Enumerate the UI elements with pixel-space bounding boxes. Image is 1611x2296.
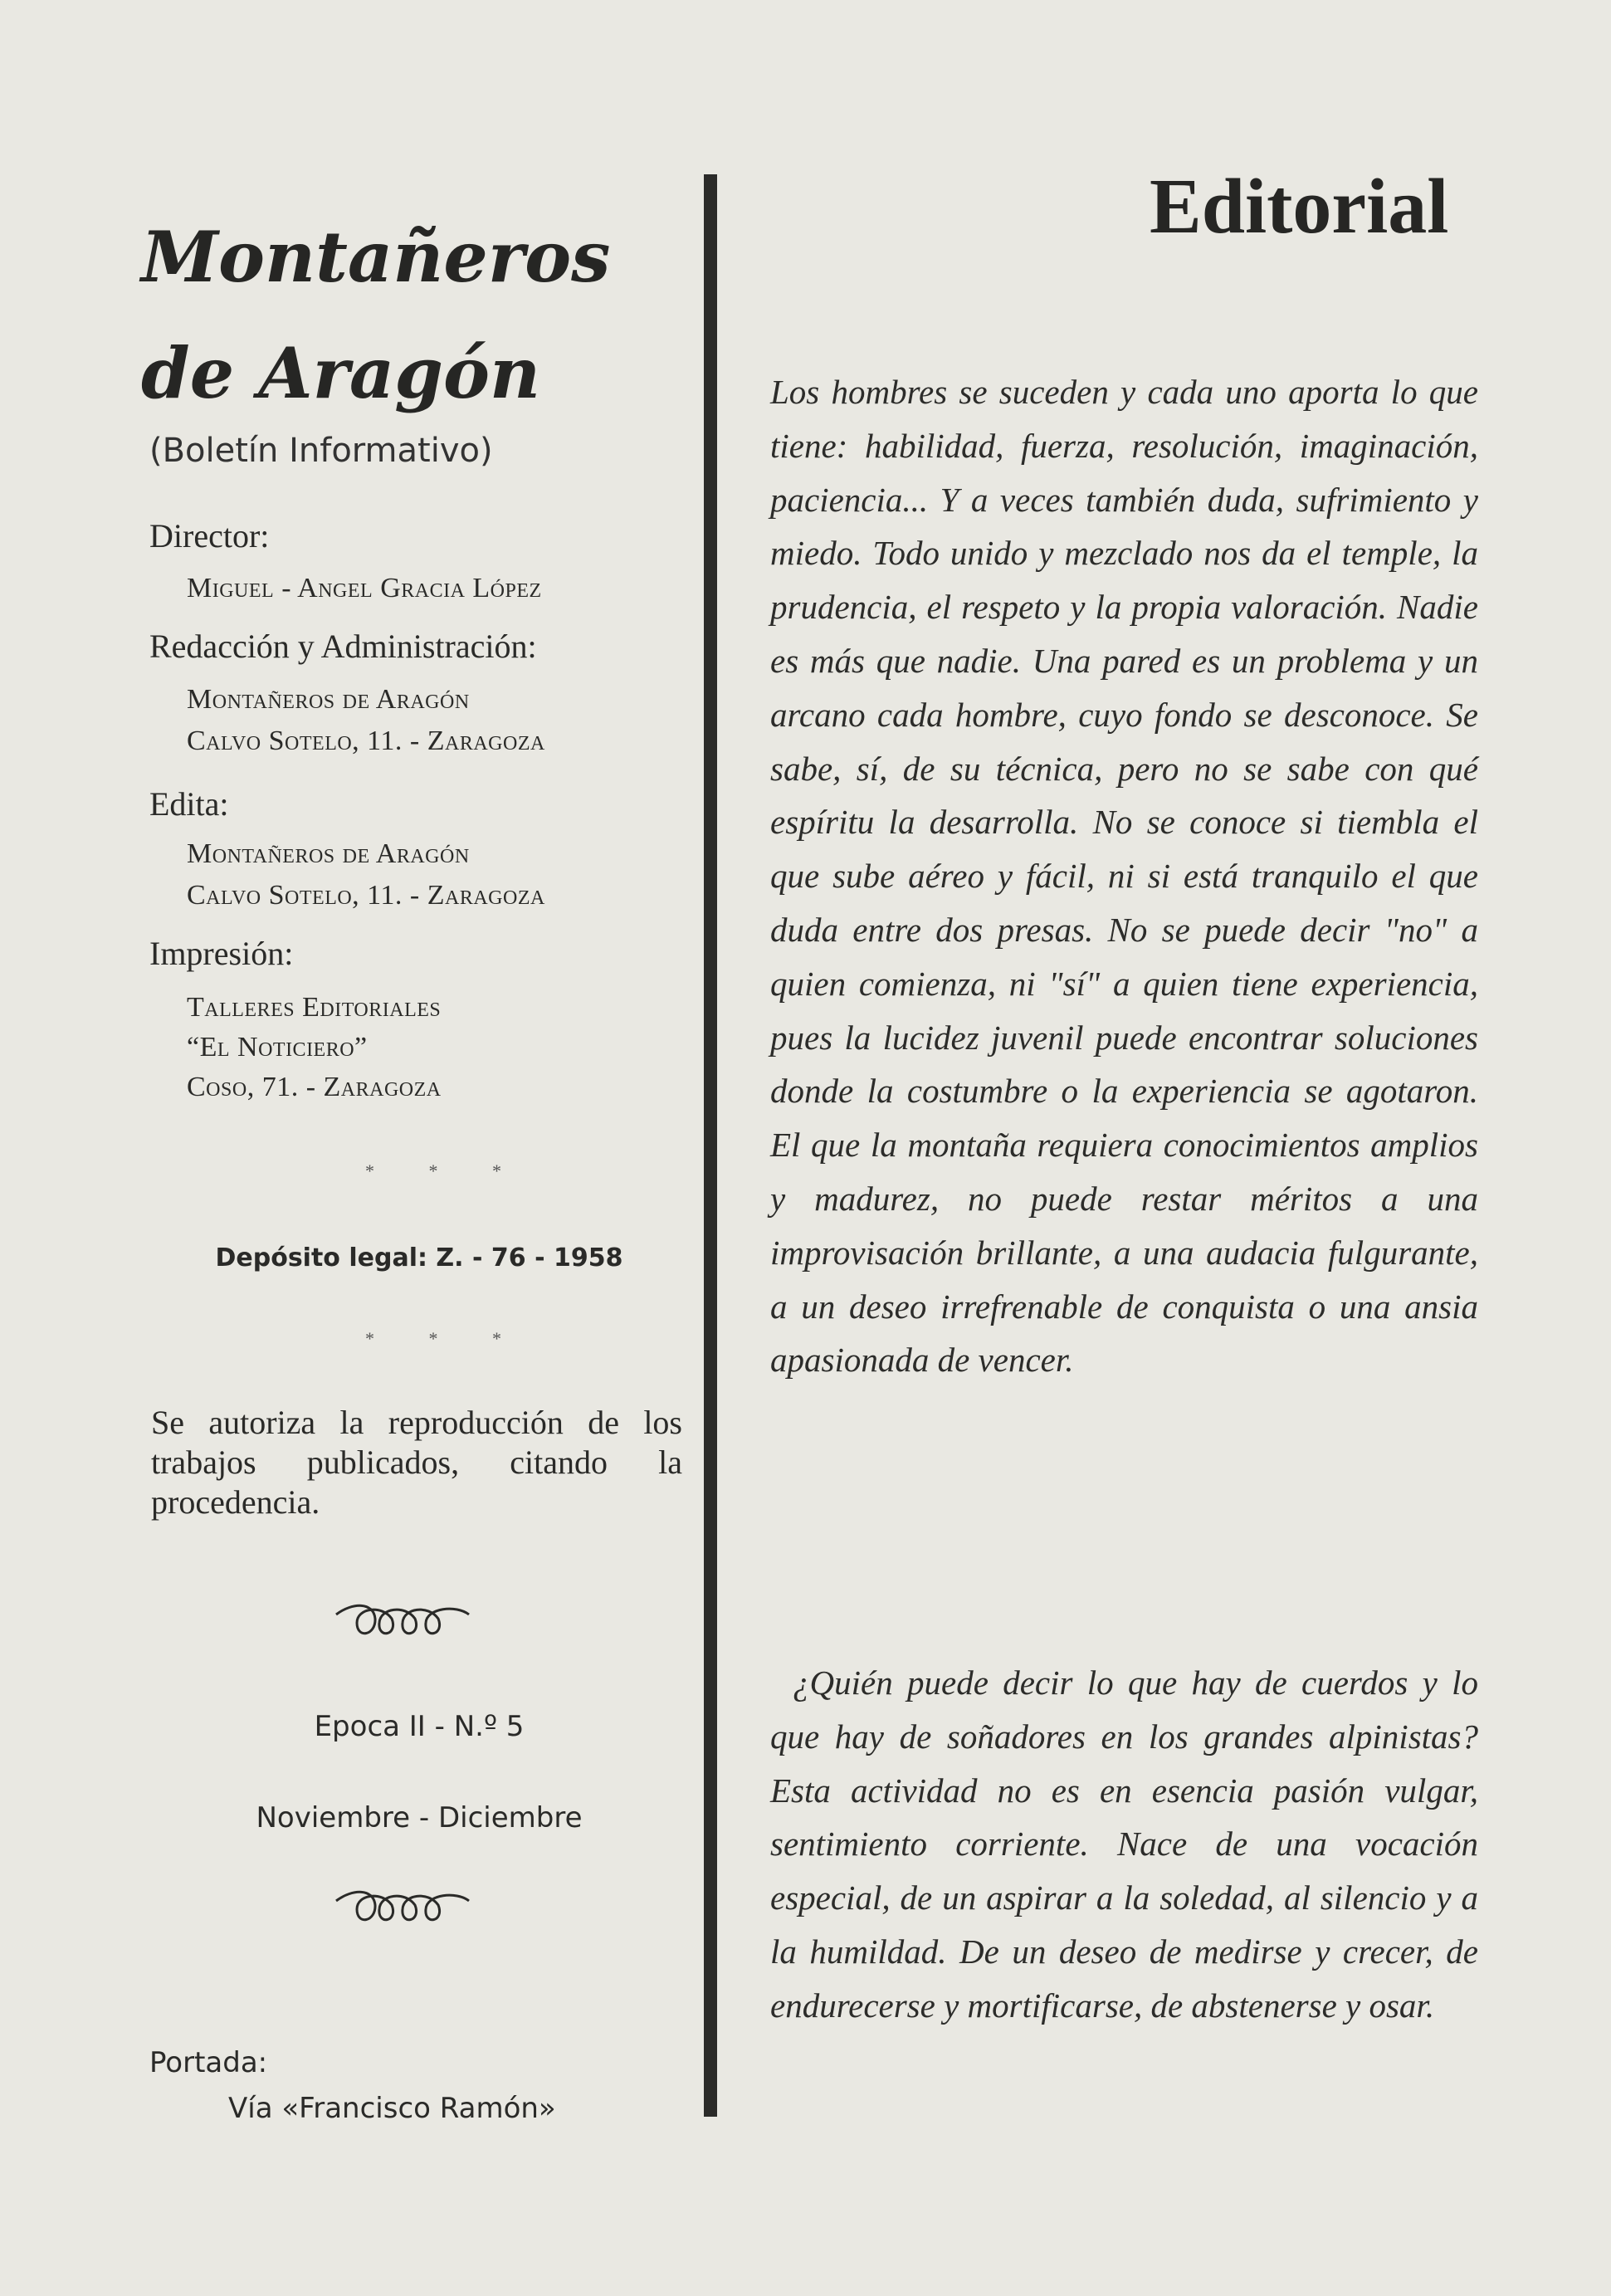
redaccion-label: Redacción y Administración: xyxy=(149,628,537,665)
edita-value-2: Calvo Sotelo, 11. - Zaragoza xyxy=(187,880,545,911)
column-divider xyxy=(704,174,717,2117)
issue-date: Noviembre - Diciembre xyxy=(256,1801,583,1834)
editorial-paragraph-1: Los hombres se suceden y cada uno aporta lo que tiene: habilidad, fuerza, resolución, imaginación, paciencia... Y a veces también duda, sufrimiento y miedo. Todo unido y mezclado nos da el temple, la prudencia, el respeto y la propia valoración. Nadie es más que nadie. Una pared es un problema y un arcano cada hombre, cuyo fondo se desconoce. Se sabe, sí, de su técnica, pero no se sabe con qué espíritu la desarrolla. No se conoce si tiembla el que sube aéreo y fácil, ni si está tranquilo el que duda entre dos presas. No se puede decir "no" a quien comienza, ni "sí" a quien tiene experiencia, pues la lucidez juvenil puede encontrar soluciones donde la costumbre o la experiencia se agotaron. El que la montaña requiera conocimientos amplios y madurez, no puede restar méritos a una improvisación brillante, a una audacia fulgurante, a un deseo irrefrenable de conquista o una ansia apasionada de vencer. xyxy=(770,373,1478,1380)
director-label: Director: xyxy=(149,517,270,554)
issue-epoca: Epoca II - N.º 5 xyxy=(314,1710,525,1743)
editorial-paragraph-2: ¿Quién puede decir lo que hay de cuerdos y lo que hay de soñadores en los grandes alpinistas? Esta actividad no es en esencia pasión vulgar, sentimiento corriente. Nace de una vocación especial, de un aspirar a la soledad, al silencio y a la humildad. De un deseo de medirse y crecer, de endurecerse y mortificarse, de abstenerse y osar. xyxy=(770,1663,1478,2025)
spiral-ornament-2 xyxy=(332,1884,515,1934)
masthead-title xyxy=(141,199,610,432)
reproduction-note: Se autoriza la reproducción de los trabajos publicados, citando la procedencia. xyxy=(151,1404,682,1521)
masthead-subtitle: (Boletín Informativo) xyxy=(149,432,493,470)
impresion-value-3: Coso, 71. - Zaragoza xyxy=(187,1072,442,1102)
impresion-value-1: Talleres Editoriales xyxy=(187,992,442,1023)
edita-label: Edita: xyxy=(149,785,229,823)
director-value: Miguel - Angel Gracia López xyxy=(187,573,542,603)
spiral-ornament-1 xyxy=(332,1598,515,1648)
cover-label: Portada: xyxy=(149,2046,268,2079)
cover-value: Vía «Francisco Ramón» xyxy=(228,2092,556,2125)
separator-stars-2: * * * xyxy=(365,1328,526,1349)
redaccion-value-1: Montañeros de Aragón xyxy=(187,684,470,715)
deposito-legal: Depósito legal: Z. - 76 - 1958 xyxy=(215,1243,623,1273)
masthead-line-2: de Aragón xyxy=(141,332,541,414)
redaccion-value-2: Calvo Sotelo, 11. - Zaragoza xyxy=(187,725,545,756)
impresion-value-2: “El Noticiero” xyxy=(187,1032,368,1063)
edita-value-1: Montañeros de Aragón xyxy=(187,838,470,869)
editorial-title: Editorial xyxy=(1150,164,1449,250)
impresion-label: Impresión: xyxy=(149,935,294,972)
masthead-line-1: Montañeros xyxy=(141,216,611,298)
separator-stars-1: * * * xyxy=(365,1160,526,1181)
